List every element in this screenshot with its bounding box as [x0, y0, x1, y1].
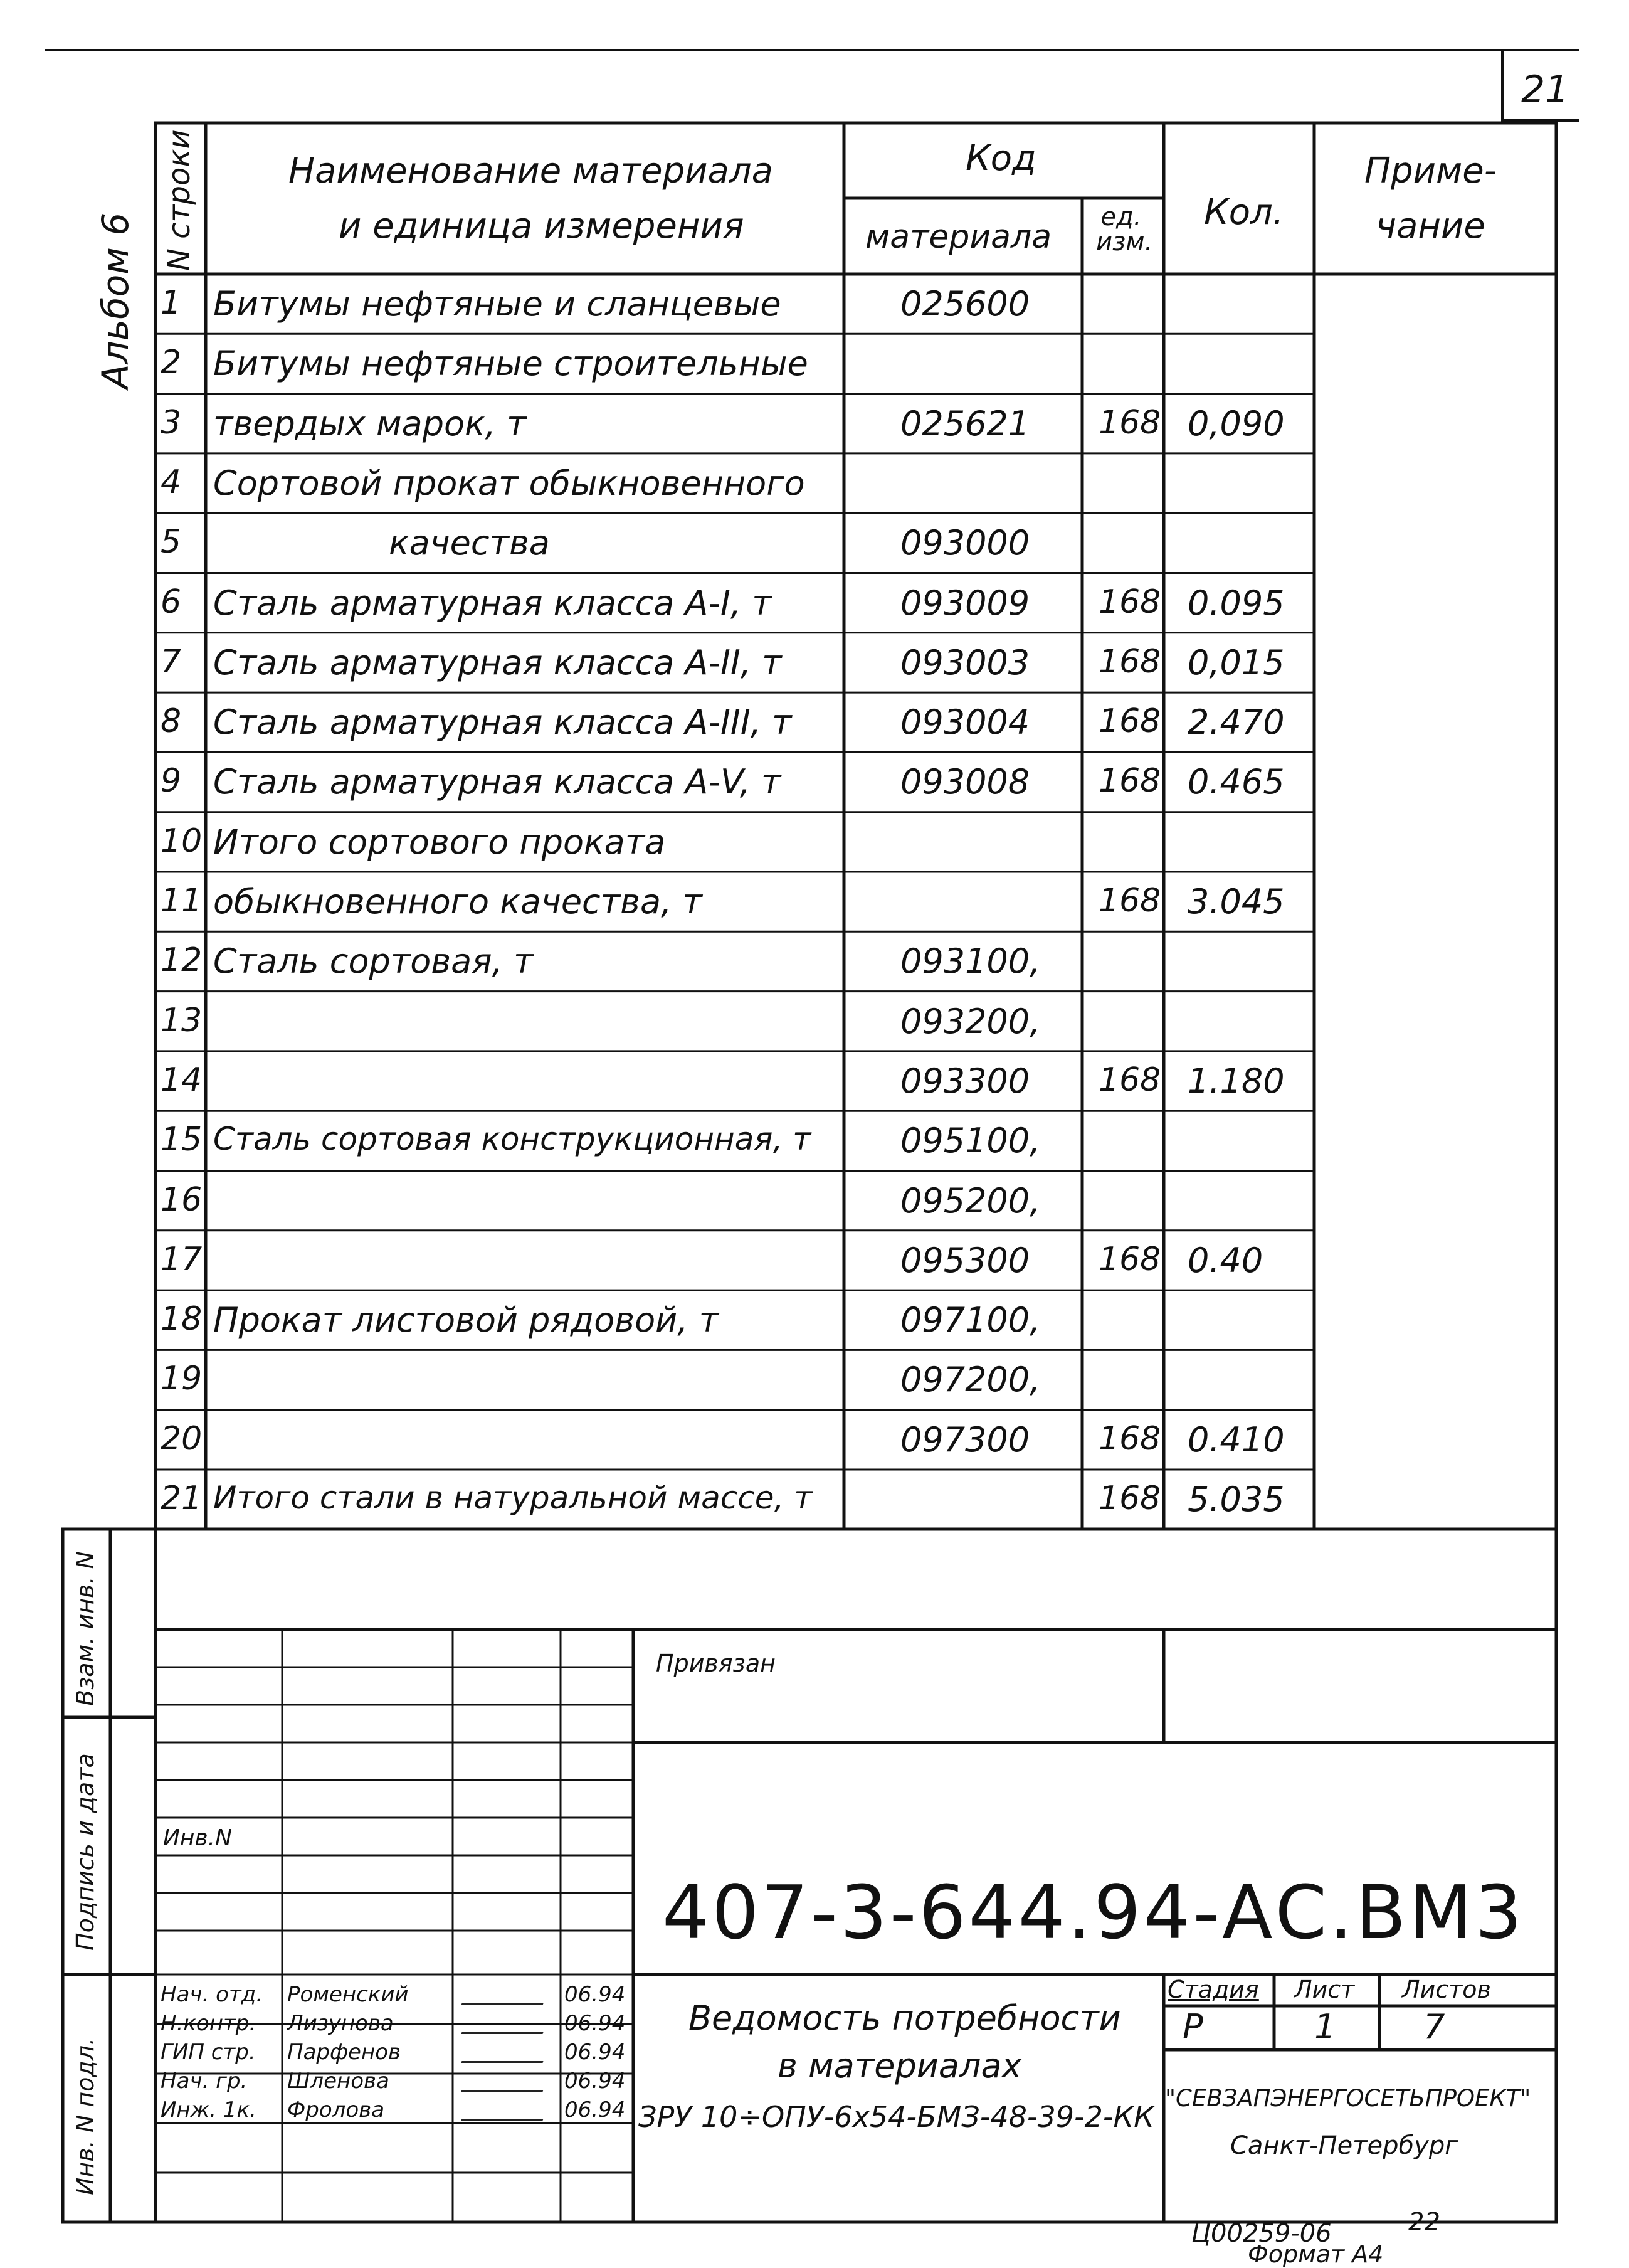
- quantity: 0,015: [1188, 642, 1285, 682]
- material-code: 093003: [900, 642, 1030, 682]
- handwritten-signature: [461, 2105, 548, 2121]
- material-code: 093000: [900, 523, 1030, 563]
- format-label: Формат А4: [1248, 2240, 1384, 2268]
- signature-name: Фролова: [287, 2097, 385, 2122]
- unit-code: 168: [1099, 702, 1161, 741]
- material-name: Сталь арматурная класса А-I, т: [213, 583, 772, 623]
- row-number: 11: [161, 882, 203, 919]
- unit-code: 168: [1099, 583, 1161, 621]
- organization-city: Санкт-Петербург: [1230, 2131, 1458, 2160]
- material-code: 025600: [900, 284, 1030, 324]
- quantity: 0.095: [1188, 583, 1285, 623]
- row-number: 15: [161, 1121, 203, 1159]
- row-number: 20: [161, 1419, 203, 1458]
- material-code: 097100,: [900, 1300, 1041, 1340]
- signature-date: 06.94: [564, 1982, 626, 2007]
- material-name: Битумы нефтяные и сланцевые: [213, 284, 781, 324]
- sheets-label: Листов: [1402, 1976, 1491, 2003]
- row-number: 5: [161, 523, 182, 561]
- row-number: 9: [161, 762, 182, 800]
- material-code: 095300: [900, 1240, 1030, 1280]
- signature-role: ГИП стр.: [161, 2040, 256, 2065]
- quantity: 0,090: [1188, 403, 1285, 443]
- material-code: 025621: [900, 403, 1030, 443]
- inv-n-label: Инв.N: [163, 1825, 233, 1851]
- unit-code: 168: [1099, 403, 1161, 442]
- material-name: Прокат листовой рядовой, т: [213, 1300, 719, 1340]
- quantity: 3.045: [1188, 882, 1285, 921]
- material-name: Сталь сортовая, т: [213, 941, 534, 982]
- handwritten-signature: [461, 2047, 548, 2063]
- signature-role: Н.контр.: [161, 2011, 256, 2036]
- album-label: Альбом 6: [94, 212, 137, 389]
- signature-date: 06.94: [564, 2097, 626, 2122]
- material-code: 097200,: [900, 1360, 1041, 1400]
- material-code: 093009: [900, 583, 1030, 623]
- header-code-unit-text: ед. изм.: [1096, 203, 1153, 257]
- row-number: 16: [161, 1180, 203, 1219]
- material-name: Сталь арматурная класса А-III, т: [213, 702, 792, 743]
- material-name: Битумы нефтяные строительные: [213, 344, 808, 384]
- material-name: Сталь арматурная класса А-V, т: [213, 762, 781, 802]
- material-code: 093300: [900, 1061, 1030, 1101]
- sheet-number: 21: [1521, 68, 1569, 112]
- quantity: 0.465: [1188, 762, 1285, 802]
- material-name: Сортовой прокат обыкновенного: [213, 463, 805, 503]
- row-number: 14: [161, 1061, 203, 1099]
- quantity: 0.410: [1188, 1419, 1285, 1460]
- row-number: 8: [161, 702, 182, 741]
- doc-title-line1: Ведомость потребности: [688, 1998, 1121, 2038]
- material-name: качества: [389, 523, 550, 563]
- material-name: твердых марок, т: [213, 403, 527, 443]
- doc-title-line3: ЗРУ 10÷ОПУ-6х54-БМЗ-48-39-2-КК: [638, 2100, 1154, 2134]
- stage-label: Стадия: [1168, 1976, 1259, 2003]
- row-number: 12: [161, 941, 203, 980]
- row-number: 7: [161, 642, 182, 681]
- signature-date: 06.94: [564, 2011, 626, 2036]
- header-note-line1: Приме-: [1364, 151, 1497, 191]
- row-number: 4: [161, 463, 182, 501]
- material-code: 093100,: [900, 941, 1041, 982]
- material-code: 093200,: [900, 1001, 1041, 1041]
- header-note-line2: чание: [1376, 206, 1485, 246]
- signature-name: Роменский: [287, 1982, 409, 2007]
- header-qty: Кол.: [1204, 192, 1284, 233]
- unit-code: 168: [1099, 1240, 1161, 1278]
- privyazan-label: Привязан: [656, 1650, 776, 1677]
- signature-name: Лизунова: [287, 2011, 394, 2036]
- stamp-podpis-data: Подпись и дата: [71, 1753, 99, 1951]
- material-name: Сталь арматурная класса А-II, т: [213, 642, 782, 682]
- signature-role: Инж. 1к.: [161, 2097, 256, 2122]
- document-code: 407-3-644.94-АС.ВМ3: [662, 1869, 1525, 1956]
- header-name-line2: и единица измерения: [339, 206, 744, 246]
- bottom-number: 22: [1408, 2208, 1440, 2237]
- unit-code: 168: [1099, 1419, 1161, 1458]
- material-name: Итого стали в натуральной массе, т: [213, 1480, 813, 1516]
- quantity: 5.035: [1188, 1480, 1285, 1519]
- header-code-material: материала: [865, 218, 1052, 256]
- unit-code: 168: [1099, 1061, 1161, 1099]
- row-number: 17: [161, 1240, 203, 1278]
- unit-code: 168: [1099, 882, 1161, 919]
- stamp-inv-podl: Инв. N подл.: [71, 2037, 99, 2195]
- quantity: 2.470: [1188, 702, 1285, 743]
- material-name: Итого сортового проката: [213, 822, 666, 862]
- unit-code: 168: [1099, 642, 1161, 681]
- material-code: 097300: [900, 1419, 1030, 1460]
- bottom-code: Ц00259-06: [1191, 2219, 1332, 2248]
- sheet-label: Лист: [1294, 1976, 1355, 2003]
- material-code: 093004: [900, 702, 1030, 743]
- handwritten-signature: [461, 2018, 548, 2034]
- material-name: обыкновенного качества, т: [213, 882, 702, 921]
- header-code: Код: [966, 138, 1036, 179]
- handwritten-signature: [461, 2076, 548, 2092]
- material-name: Сталь сортовая конструкционная, т: [213, 1121, 811, 1158]
- signature-role: Нач. отд.: [161, 1982, 263, 2007]
- row-number: 2: [161, 344, 182, 382]
- stage-value: Р: [1183, 2007, 1203, 2047]
- header-code-unit: [1096, 203, 1153, 257]
- organization-name: "СЕВЗАПЭНЕРГОСЕТЬПРОЕКТ": [1165, 2085, 1531, 2112]
- stamp-vzam-inv: Взам. инв. N: [71, 1551, 99, 1706]
- header-name-line1: Наименование материала: [288, 151, 773, 191]
- signature-date: 06.94: [564, 2040, 626, 2065]
- signature-name: Шленова: [287, 2069, 389, 2094]
- header-row-number: N строки: [162, 129, 197, 271]
- unit-code: 168: [1099, 762, 1161, 800]
- quantity: 1.180: [1188, 1061, 1285, 1101]
- row-number: 1: [161, 284, 182, 322]
- row-number: 18: [161, 1300, 203, 1338]
- row-number: 21: [161, 1480, 203, 1517]
- handwritten-signature: [461, 1990, 548, 2005]
- sheet-value: 1: [1314, 2007, 1336, 2047]
- row-number: 19: [161, 1360, 203, 1398]
- row-number: 6: [161, 583, 182, 621]
- quantity: 0.40: [1188, 1240, 1263, 1280]
- material-code: 095100,: [900, 1121, 1041, 1161]
- signature-date: 06.94: [564, 2069, 626, 2094]
- doc-title-line2: в материалах: [778, 2046, 1022, 2085]
- signature-role: Нач. гр.: [161, 2069, 248, 2094]
- signature-name: Парфенов: [287, 2040, 401, 2065]
- material-code: 093008: [900, 762, 1030, 802]
- row-number: 3: [161, 403, 182, 442]
- sheets-value: 7: [1423, 2007, 1445, 2047]
- row-number: 13: [161, 1001, 203, 1039]
- unit-code: 168: [1099, 1480, 1161, 1517]
- material-code: 095200,: [900, 1180, 1041, 1221]
- row-number: 10: [161, 822, 203, 860]
